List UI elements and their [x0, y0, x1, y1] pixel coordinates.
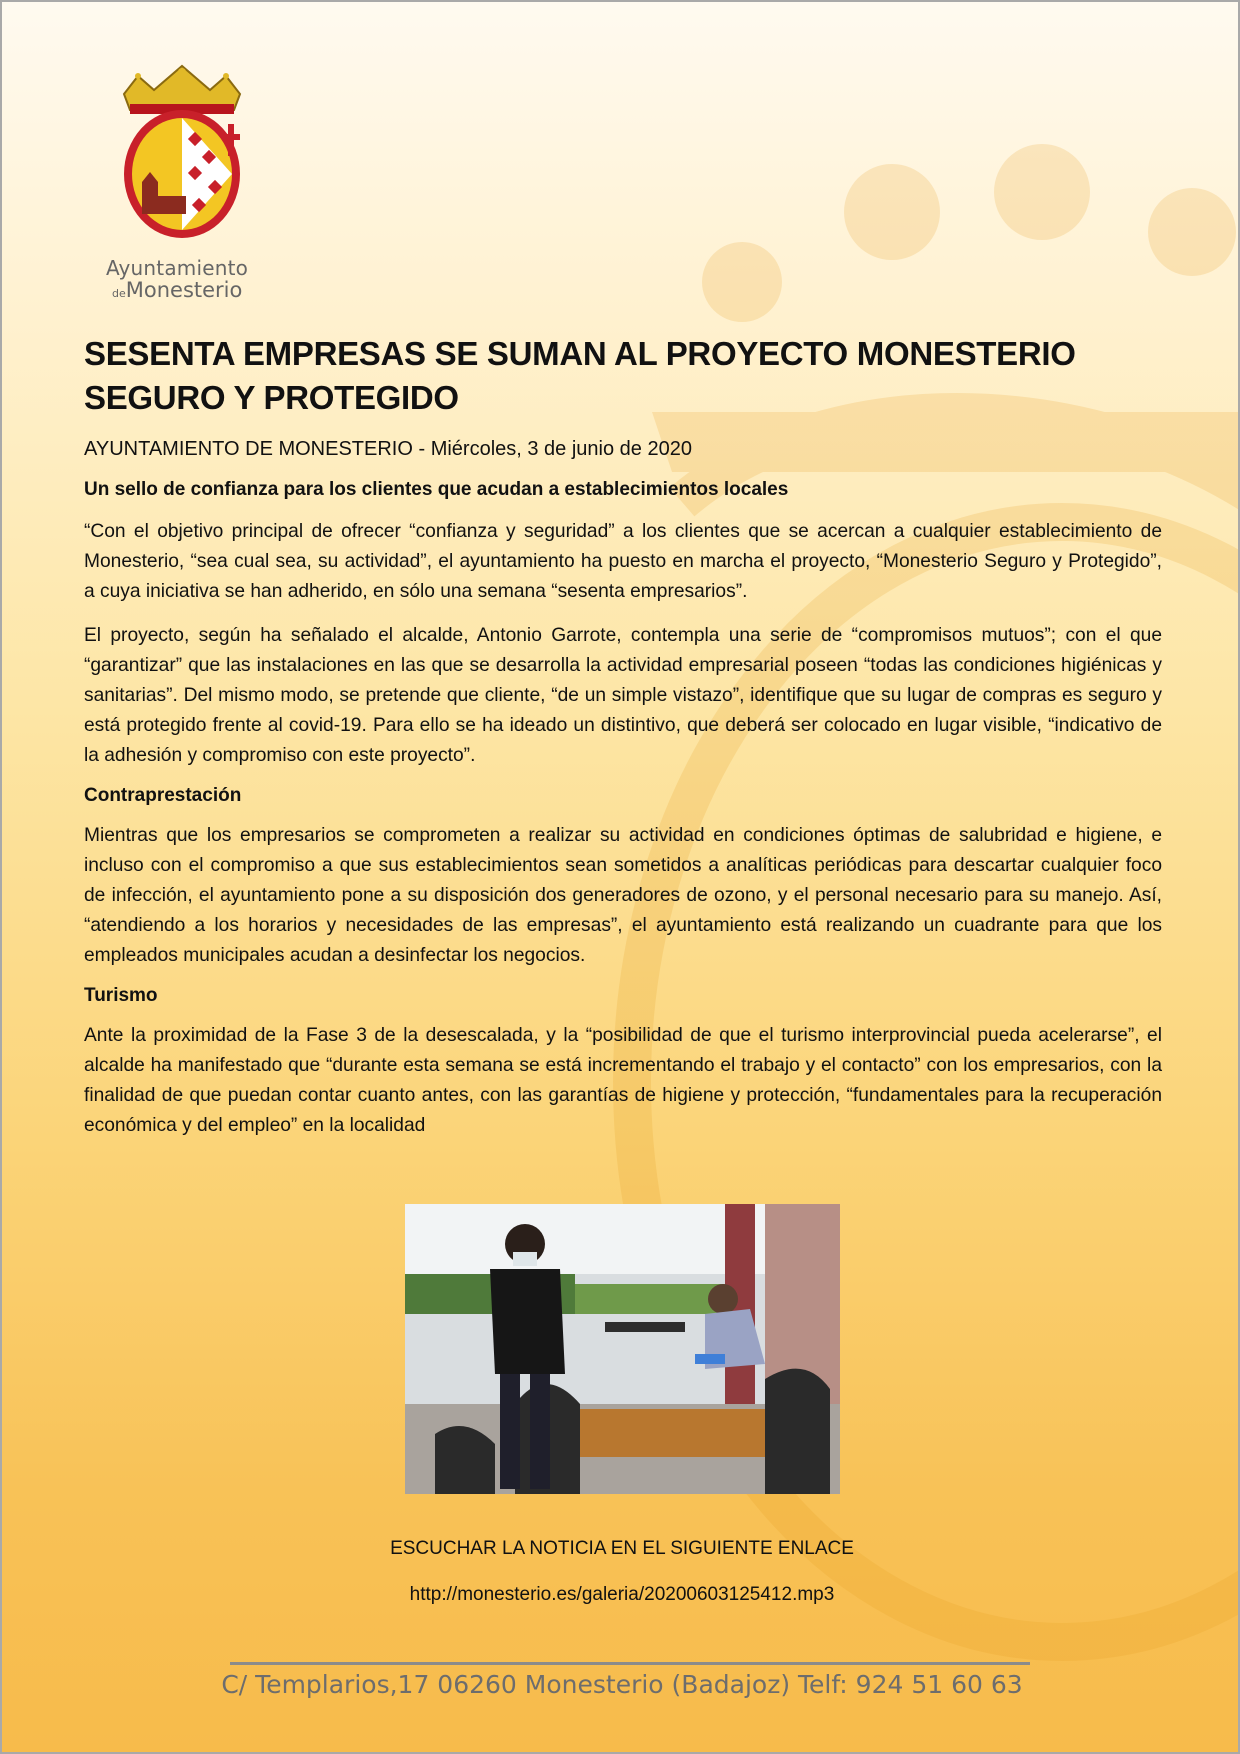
article-body: [84, 332, 1162, 1155]
footer-address: C/ Templarios,17 06260 Monesterio (Badajoz) Telf: 924 51 60 63: [221, 1670, 1023, 1699]
paragraph-1: “Con el objetivo principal de ofrecer “confianza y seguridad” a los clientes que se acercan a cualquier establecimiento de Monesterio, “sea cual sea, su actividad”, el ayuntamiento ha puesto en marcha el proyecto, “Monesterio Seguro y Protegido”, a cuya iniciativa se han adherido, en sólo una semana “sesenta empresarios”.: [84, 521, 1162, 602]
subtitle: Un sello de confianza para los clientes que acudan a establecimientos locales: [84, 479, 789, 500]
logo-line-2: [106, 279, 248, 301]
logo-line-1: Ayuntamiento: [106, 256, 249, 280]
logo-wordmark: [106, 258, 248, 301]
headline: SESENTA EMPRESAS SE SUMAN AL PROYECTO MONESTERIO SEGURO Y PROTEGIDO: [84, 335, 1076, 416]
listen-label: ESCUCHAR LA NOTICIA EN EL SIGUIENTE ENLACE: [390, 1538, 854, 1559]
paragraph-turismo: Ante la proximidad de la Fase 3 de la desescalada, y la “posibilidad de que el turismo interprovincial pueda acelerarse”, el alcalde ha manifestado que “durante esta semana se está incrementando el trabajo y el contacto” con los empresarios, con la finalidad de que puedan contar cuanto antes, con las garantías de higiene y protección, “fundamentales para la recuperación económica y del empleo” en la localidad: [84, 1025, 1162, 1136]
logo-line-2-name: Monesterio: [125, 278, 243, 302]
paragraph-contraprestacion: Mientras que los empresarios se comprometen a realizar su actividad en condiciones óptimas de salubridad e higiene, e incluso con el compromiso a que sus establecimientos sean sometidos a analíticas periódicas para descartar cualquier foco de infección, el ayuntamiento pone a su disposición dos generadores de ozono, y el personal necesario para su manejo. Así, “atendiendo a los horarios y necesidades de las empresas”, el ayuntamiento está realizando un cuadrante para que los empleados municipales acudan a desinfectar los negocios.: [84, 825, 1162, 966]
paragraph-2: El proyecto, según ha señalado el alcalde, Antonio Garrote, contempla una serie de “compromisos mutuos”; con el que “garantizar” que las instalaciones en las que se desarrolla la actividad empresarial poseen “todas las condiciones higiénicas y sanitarias”. Del mismo modo, se pretende que cliente, “de un simple vistazo”, identifique que su lugar de compras es seguro y está protegido frente al covid-19. Para ello se ha ideado un distintivo, que deberá ser colocado en lugar visible, “indicativo de la adhesión y compromiso con este proyecto”.: [84, 625, 1162, 766]
dateline: AYUNTAMIENTO DE MONESTERIO - Miércoles, 3 de junio de 2020: [84, 438, 692, 460]
logo-line-2-prefix: de: [112, 287, 126, 300]
listen-link[interactable]: http://monesterio.es/galeria/20200603125412.mp3: [409, 1584, 835, 1605]
section-heading-contraprestacion: Contraprestación: [84, 785, 242, 806]
article-photo: [405, 1204, 840, 1494]
section-heading-turismo: Turismo: [84, 985, 158, 1006]
footer-divider: [230, 1662, 1030, 1665]
